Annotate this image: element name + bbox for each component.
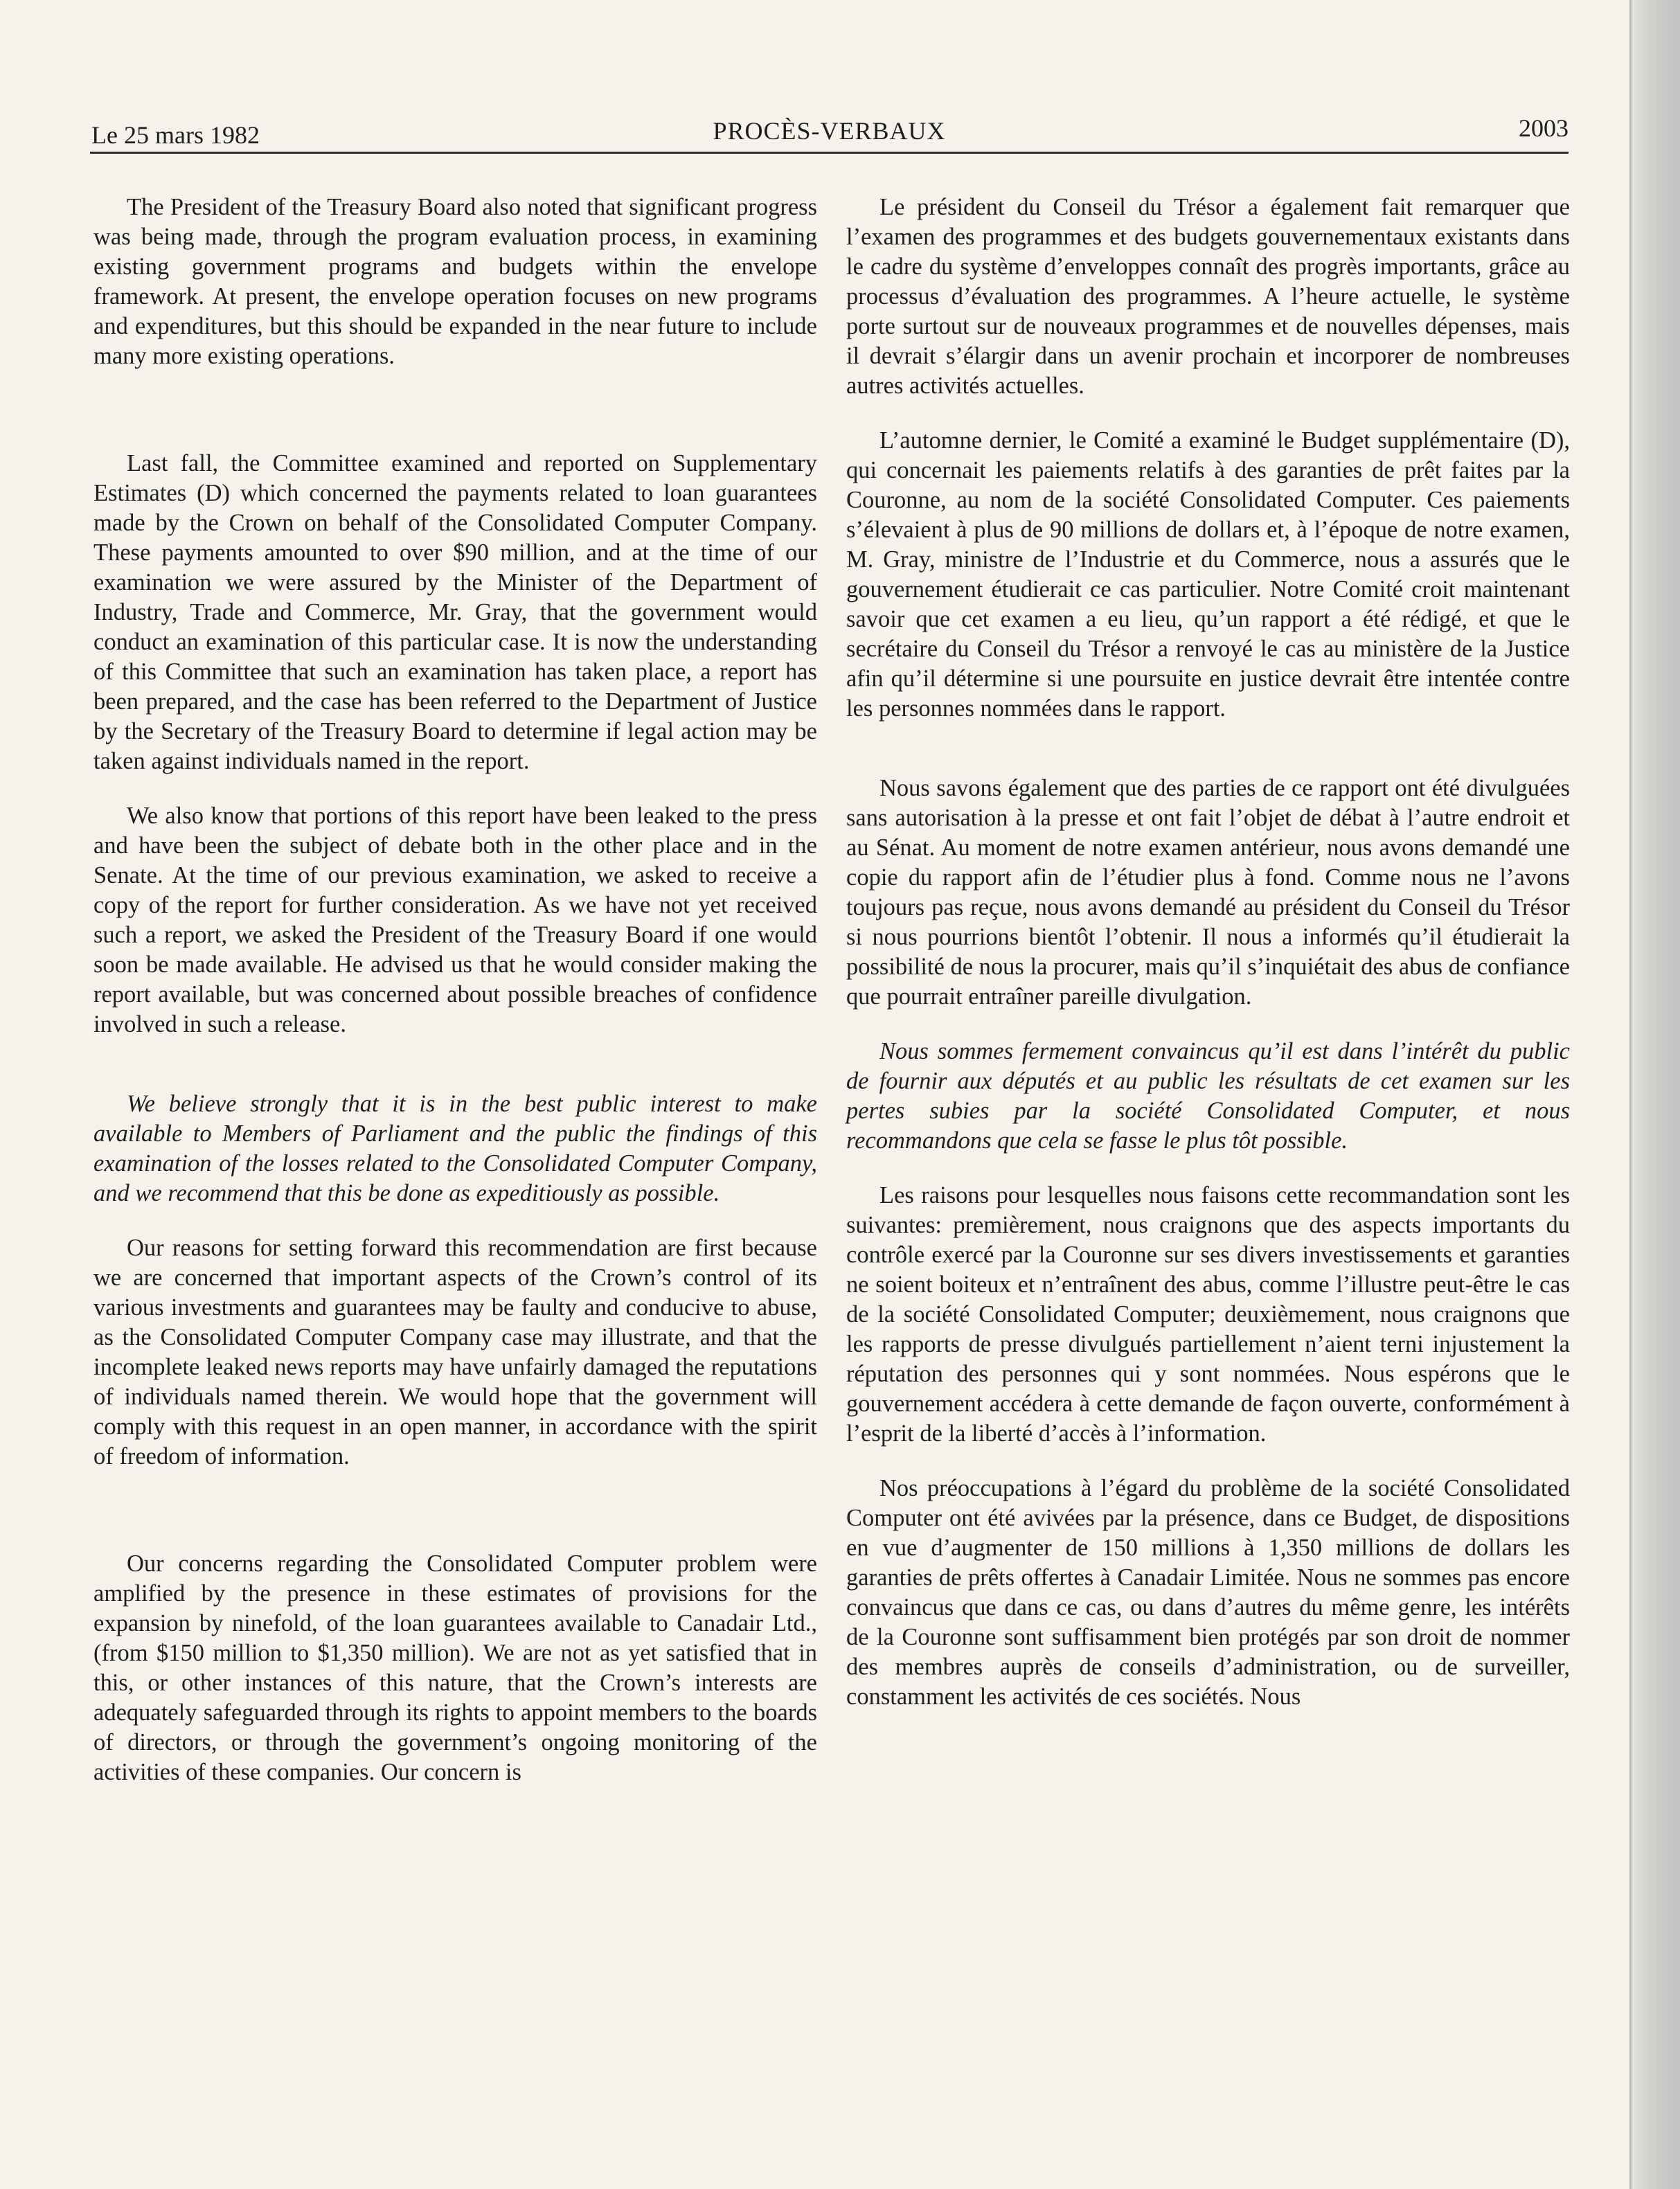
header-date: Le 25 mars 1982 bbox=[91, 121, 260, 149]
paragraph: The President of the Treasury Board also noted that significant progress was being made, through the program evaluation process, in examining existing government programs and budgets within the envelope framework. At present, the envelope operation focuses on new programs and expenditures, but this should be expanded in the near future to include many more existing operations. bbox=[93, 194, 817, 369]
header-title: PROCÈS-VERBAUX bbox=[713, 117, 946, 145]
english-column bbox=[93, 193, 817, 1787]
header-rule bbox=[90, 152, 1569, 154]
paragraph: We also know that portions of this report have been leaked to the press and have been the subject of debate both in the other place and in the Senate. At the time of our previous examination, we asked to receive a copy of the report for further consideration. As we have not yet received such a report, we asked the President of the Treasury Board if one would soon be made available. He advised us that he would consider making the report available, but was concerned about possible breaches of confidence involved in such a release. bbox=[93, 803, 817, 1037]
page-number: 2003 bbox=[1519, 114, 1569, 142]
paragraph: Le président du Conseil du Trésor a également fait remarquer que l’examen des programmes et des budgets gouvernementaux existants dans le cadre du système d’enveloppes connaît des progrès importants, grâce au processus d’évaluation des programmes. A l’heure actuelle, le système porte surtout sur de nouveaux programmes et de nouvelles dépenses, mais il devrait s’élargir dans un avenir prochain et incorporer de nombreuses autres activités actuelles. bbox=[846, 194, 1570, 399]
paragraph: Nous savons également que des parties de ce rapport ont été divulguées sans autorisation à la presse et ont fait l’objet de débat à l’autre endroit et au Sénat. Au moment de notre examen antérieur, nous avons demandé une copie du rapport afin de l’étudier plus à fond. Comme nous ne l’avons toujours pas reçue, nous avons demandé au président du Conseil du Trésor si nous pourrions bientôt l’obtenir. Il nous a informés qu’il étudierait la possibilité de nous la procurer, mais qu’il s’inquiétait des abus de confiance que pourrait entraîner pareille divulgation. bbox=[846, 775, 1570, 1010]
paragraph: Les raisons pour lesquelles nous faisons cette recommandation sont les suivantes: premièrement, nous craignons que des aspects importants du contrôle exercé par la Couronne sur ses divers investissements et garanties ne soient boiteux et n’entraînent des abus, comme l’illustre peut-être le cas de la société Consolidated Computer; deuxièmement, nous craignons que les rapports de presse divulgués partiellement n’aient terni injustement la réputation des personnes qui y sont nommées. Nous espérons que le gouvernement accédera à cette demande de façon ouverte, conformément à l’esprit de la liberté d’accès à l’information. bbox=[846, 1182, 1570, 1447]
paragraph: Last fall, the Committee examined and reported on Supplementary Estimates (D) which concerned the payments related to loan guarantees made by the Crown on behalf of the Consolidated Computer Company. These payments amounted to over $90 million, and at the time of our examination we were assured by the Minister of the Department of Industry, Trade and Commerce, Mr. Gray, that the government would conduct an examination of this particular case. It is now the understanding of this Committee that such an examination has taken place, a report has been prepared, and the case has been referred to the Department of Justice by the Secretary of the Treasury Board to determine if legal action may be taken against individuals named in the report. bbox=[93, 450, 817, 774]
paragraph: Nos préoccupations à l’égard du problème de la société Consolidated Computer ont été avivées par la présence, dans ce Budget, de dispositions en vue d’augmenter de 150 millions à 1,350 millions de dollars les garanties de prêts offertes à Canadair Limitée. Nous ne sommes pas encore convaincus que dans ce cas, ou dans d’autres du même genre, les intérêts de la Couronne sont suffisamment bien protégés par son droit de nommer des membres auprès de conseils d’administration, ou de surveiller, constamment les activités de ces sociétés. Nous bbox=[846, 1475, 1570, 1710]
recommendation-paragraph: We believe strongly that it is in the best public interest to make available to Members of Parliament and the public the findings of this examination of the losses related to the Consolidated Computer Company, and we recommend that this be done as expeditiously as possible. bbox=[93, 1091, 817, 1206]
paragraph: Our concerns regarding the Consolidated Computer problem were amplified by the presence in these estimates of provisions for the expansion by ninefold, of the loan guarantees available to Canadair Ltd., (from $150 million to $1,350 million). We are not as yet satisfied that in this, or other instances of this nature, that the Crown’s interests are adequately safeguarded through its rights to appoint members to the boards of directors, or through the government’s ongoing monitoring of the activities of these companies. Our concern is bbox=[93, 1551, 817, 1785]
french-column bbox=[846, 193, 1570, 1712]
paragraph: L’automne dernier, le Comité a examiné le Budget supplémentaire (D), qui concernait les paiements relatifs à des garanties de prêt faites par la Couronne, au nom de la société Consolidated Computer. Ces paiements s’élevaient à plus de 90 millions de dollars et, à l’époque de notre examen, M. Gray, ministre de l’Industrie et du Commerce, nous a assurés que le gouvernement étudierait ce cas particulier. Notre Comité croit maintenant savoir que cet examen a eu lieu, qu’un rapport a été rédigé, et que le secrétaire du Conseil du Trésor a renvoyé le cas au ministère de la Justice afin qu’il détermine si une poursuite en justice devrait être intentée contre les personnes nommées dans le rapport. bbox=[846, 427, 1570, 722]
page-edge bbox=[1632, 0, 1680, 2189]
recommendation-paragraph: Nous sommes fermement convaincus qu’il est dans l’intérêt du public de fournir aux députés et au public les résultats de cet examen sur les pertes subies par la société Consolidated Computer, et nous recommandons que cela se fasse le plus tôt possible. bbox=[846, 1038, 1570, 1154]
paragraph: Our reasons for setting forward this recommendation are first because we are concerned that important aspects of the Crown’s control of its various investments and guarantees may be faulty and conducive to abuse, as the Consolidated Computer Company case may illustrate, and that the incomplete leaked news reports may have unfairly damaged the reputations of individuals named therein. We would hope that the government will comply with this request in an open manner, in accordance with the spirit of freedom of information. bbox=[93, 1235, 817, 1469]
page-edge-line bbox=[1629, 0, 1632, 2189]
page-header bbox=[90, 116, 1569, 152]
